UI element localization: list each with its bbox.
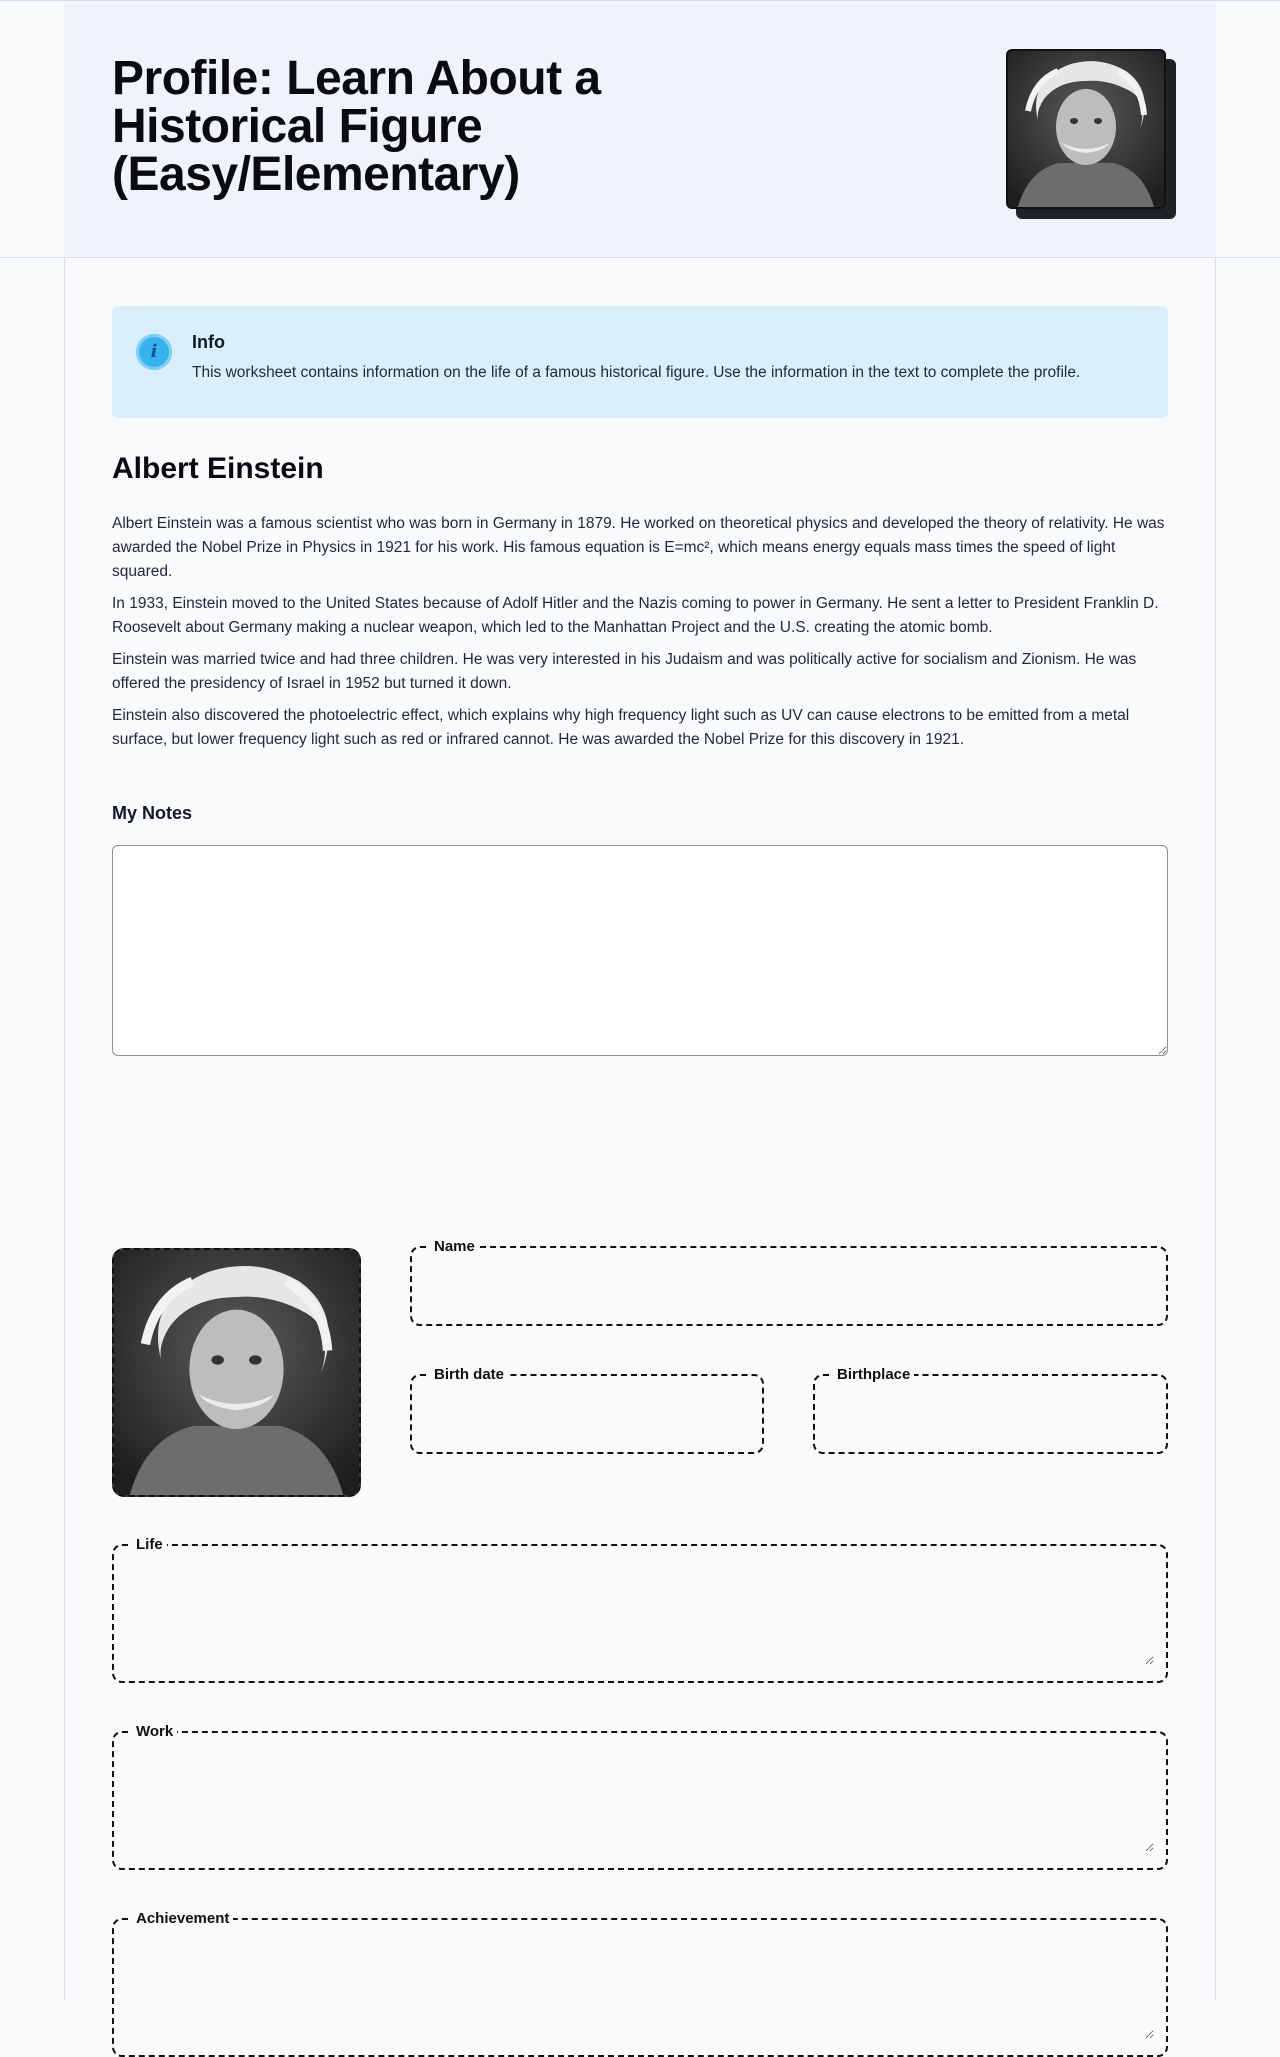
name-label: Name	[434, 1238, 475, 1255]
life-label: Life	[136, 1536, 163, 1553]
bio-paragraph: Einstein was married twice and had three children. He was very interested in his Judaism and was politically active for socialism and Zionism. He was offered the presidency of Israel in 1952 but turned it down.	[112, 651, 1137, 692]
notes-label: My Notes	[112, 803, 193, 823]
life-textarea[interactable]	[126, 1553, 1154, 1665]
profile-photo	[112, 1248, 361, 1497]
birthplace-input[interactable]	[827, 1383, 1154, 1433]
achievement-label: Achievement	[136, 1910, 230, 1927]
work-field	[112, 1723, 1168, 1870]
name-field	[410, 1238, 1168, 1326]
page-header	[0, 0, 1280, 258]
bio-paragraph: Einstein also discovered the photoelectric effect, which explains why high frequency light such as UV can cause electrons to be emitted from a metal surface, but lower frequency light such as red or infrared cannot. He was awarded the Nobel Prize for this discovery in 1921.	[112, 707, 1130, 748]
page-title: Profile: Learn About a Historical Figure (Easy/Elementary)	[112, 52, 601, 201]
birthdate-label: Birth date	[434, 1366, 505, 1383]
achievement-field	[112, 1910, 1168, 2057]
birthplace-label: Birthplace	[837, 1366, 911, 1383]
info-title: Info	[192, 332, 225, 352]
work-label: Work	[136, 1723, 174, 1740]
bio-paragraph: Albert Einstein was a famous scientist who was born in Germany in 1879. He worked on theoretical physics and developed the theory of relativity. He was awarded the Nobel Prize in Physics in 1921 for his work. His famous equation is E=mc², which means energy equals mass times the speed of light squared.	[112, 515, 1165, 580]
info-text: This worksheet contains information on the life of a famous historical figure. Use the information in the text to complete the profile.	[192, 364, 1081, 381]
achievement-textarea[interactable]	[126, 1927, 1154, 2039]
name-input[interactable]	[424, 1255, 1154, 1305]
profile-photo-illustration	[114, 1250, 359, 1495]
bio-paragraph: In 1933, Einstein moved to the United States because of Adolf Hitler and the Nazis coming to power in Germany. He sent a letter to President Franklin D. Roosevelt about Germany making a nuclear weapon, which led to the Manhattan Project and the U.S. creating the atomic bomb.	[112, 595, 1159, 636]
work-textarea[interactable]	[126, 1740, 1154, 1852]
info-icon: i	[136, 334, 172, 370]
page-guide-left	[64, 0, 65, 2000]
life-field	[112, 1536, 1168, 1683]
portrait-image	[1006, 49, 1166, 209]
biography-text	[112, 512, 1170, 760]
info-callout	[112, 306, 1168, 418]
birthdate-field	[410, 1366, 764, 1454]
figure-name-heading: Albert Einstein	[112, 452, 324, 485]
birthdate-input[interactable]	[424, 1383, 750, 1433]
header-portrait	[1006, 49, 1166, 209]
birthplace-field	[813, 1366, 1168, 1454]
page-guide-right	[1215, 0, 1216, 2000]
portrait-illustration	[1008, 51, 1164, 207]
notes-textarea[interactable]	[112, 845, 1168, 1056]
